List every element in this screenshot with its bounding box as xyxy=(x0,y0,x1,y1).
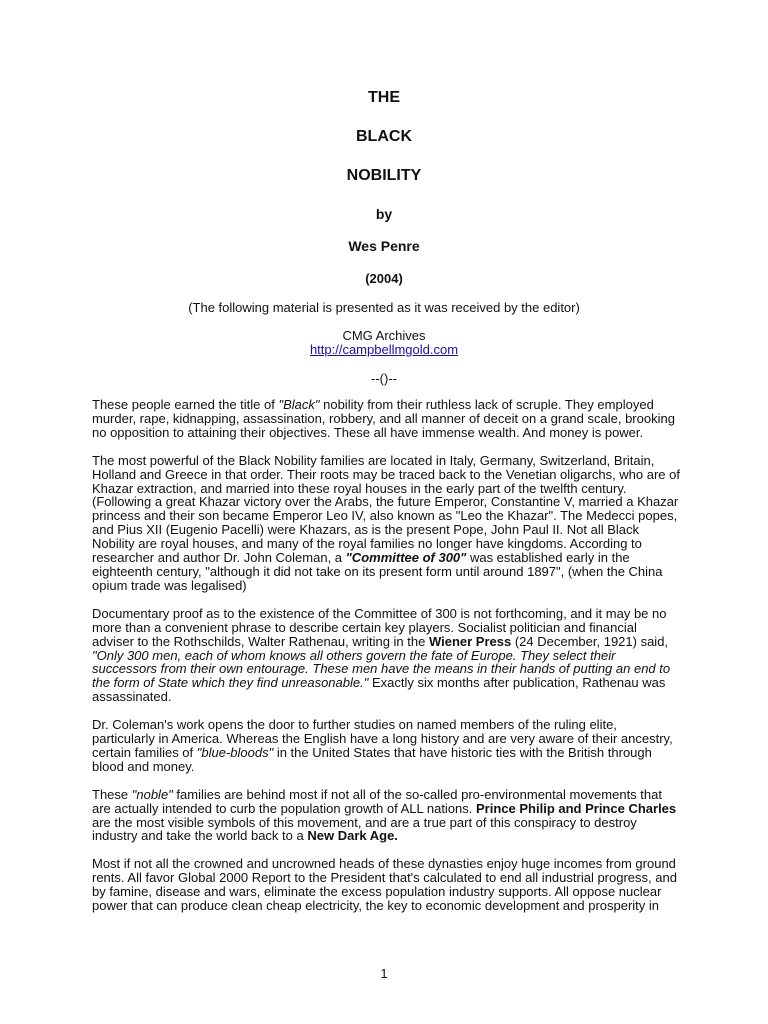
archive-link[interactable]: http://campbellmgold.com xyxy=(309,342,459,357)
paragraph-2: The most powerful of the Black Nobility families are located in Italy, Germany, Switzerland, Britain, Holland and Greece in that order. Their roots may be traced back to the Venetian oligarchs, who are of Khazar extraction, and married into these royal houses in the early part of the twelfth century. (Following a great Khazar victory over the Arabs, the future Emperor, Constantine V, married a Khazar princess and their son became Emperor Leo IV, also known as "Leo the Khazar". The Medecci popes, and Pius XII (Eugenio Pacelli) were Khazars, as is the present Pope, John Paul II. Not all Black Nobility are royal houses, and many of the royal families no longer have kingdoms. According to researcher and author Dr. John Coleman, a "Committee of 300" was established early in the eighteenth century, "although it did not take on its present form until around 1897", (when the China opium trade was legalised) xyxy=(92,452,680,593)
publication-year: (2004) xyxy=(365,271,403,286)
paragraph-6: Most if not all the crowned and uncrowned heads of these dynasties enjoy huge incomes from ground rents. All favor Global 2000 Report to the President that's calculated to end all industrial progress, and by famine, disease and wars, eliminate the excess population industry supports. All oppose nuclear power that can produce clean cheap electricity, the key to economic development and prosperity in xyxy=(92,856,677,914)
archive-name: CMG Archives xyxy=(342,328,426,343)
title-line-2: BLACK xyxy=(356,128,412,145)
paragraph-4: Dr. Coleman's work opens the door to further studies on named members of the ruling elite, particularly in America. Whereas the English have a long history and are very aware of their ancestry, certain families of "blue-bloods" in the United States that have historic ties with the British through blood and money. xyxy=(92,717,673,774)
title-line-1: THE xyxy=(368,89,400,106)
page-number: 1 xyxy=(380,966,388,981)
paragraph-5: These "noble" families are behind most if not all of the so-called pro-environmental movements that are actually intended to curb the population growth of ALL nations. Prince Philip and Prince Charles are the most visible symbols of this movement, and are a true part of this conspiracy to destroy industry and take the world back to a New Dark Age. xyxy=(92,786,677,844)
section-separator: --()-- xyxy=(371,371,397,386)
title-line-3: NOBILITY xyxy=(346,167,422,184)
editor-note: (The following material is presented as it was received by the editor) xyxy=(188,300,580,315)
author-name: Wes Penre xyxy=(348,238,420,254)
document-body xyxy=(92,398,682,927)
paragraph-3: Documentary proof as to the existence of the Committee of 300 is not forthcoming, and it may be no more than a convenient phrase to describe certain key players. Socialist politician and financial adviser to the Rothschilds, Walter Rathenau, writing in the Wiener Press (24 December, 1921) said, "Only 300 men, each of whom knows all others govern the fate of Europe. They select their successors from their own entourage. These men have the means in their hands of putting an end to the form of State which they find unreasonable." Exactly six months after publication, Rathenau was assassinated. xyxy=(92,605,671,705)
paragraph-1: These people earned the title of "Black" nobility from their ruthless lack of scruple. They employed murder, rape, kidnapping, assassination, robbery, and all manner of deceit on a grand scale, brooking no opposition to attaining their objectives. These all have immense wealth. And money is power. xyxy=(92,397,675,440)
byline-by: by xyxy=(375,206,393,222)
